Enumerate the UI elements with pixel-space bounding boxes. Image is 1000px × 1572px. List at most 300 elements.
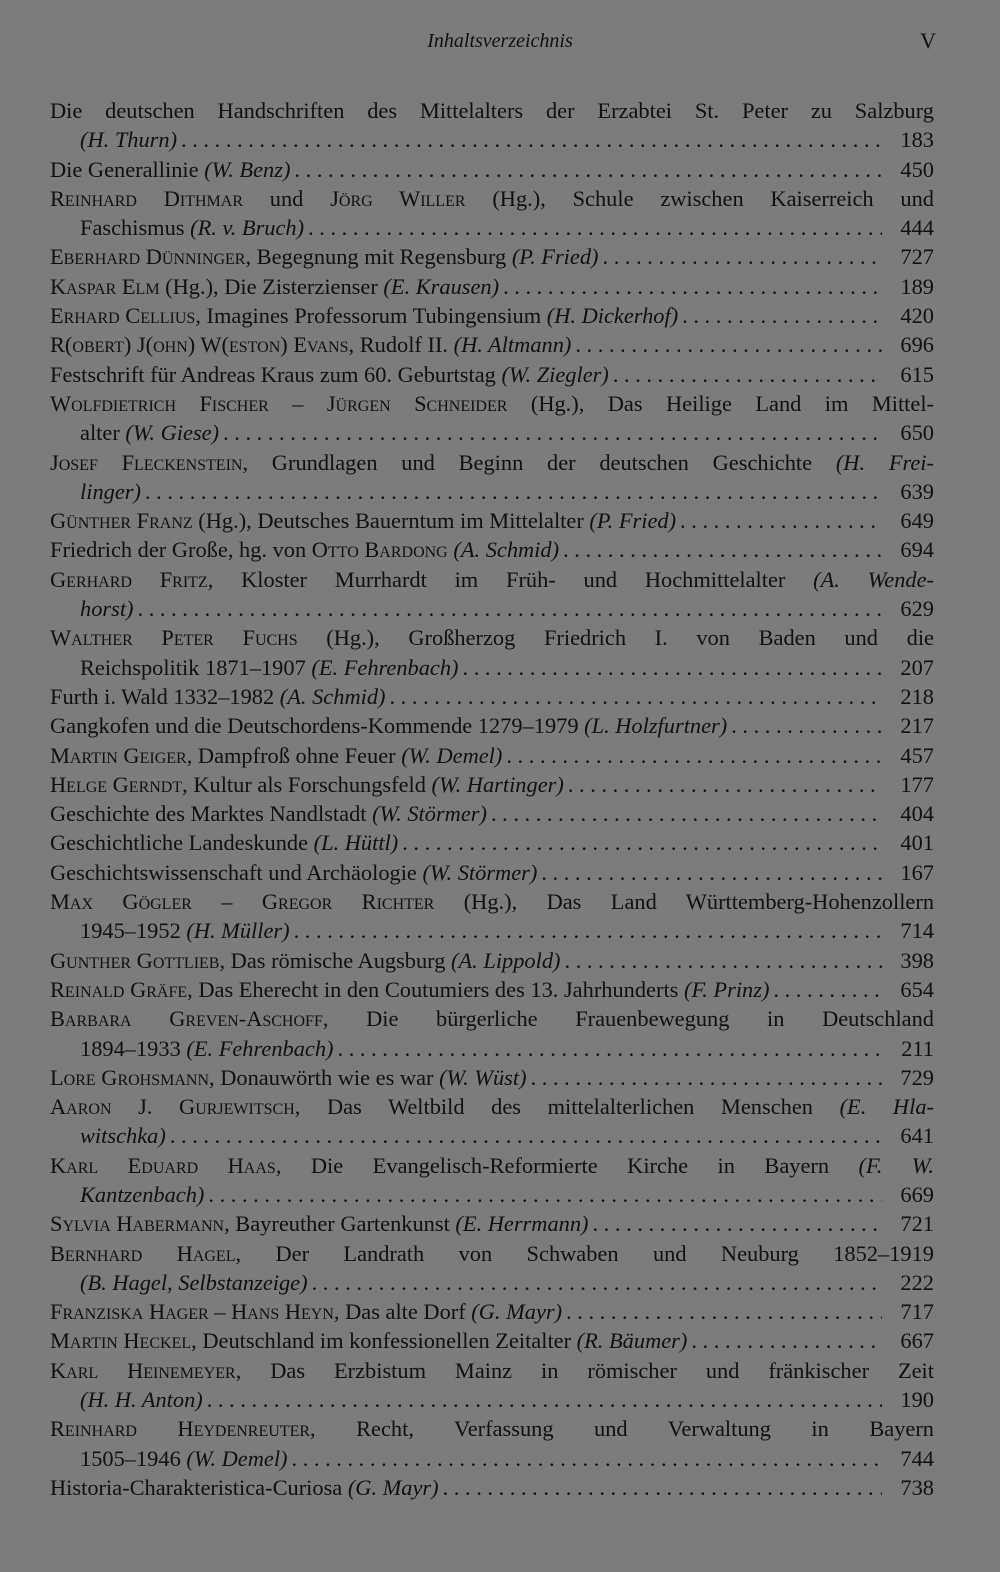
entry-title: [80, 1268, 308, 1297]
toc-entry-line: [50, 1121, 934, 1150]
entry-reviewer: (L. Hüttl): [313, 830, 399, 856]
entry-text: Die Generallinie: [50, 156, 205, 182]
entry-text: (Hg.), Das Land Württemberg-Hohenzollern: [434, 889, 935, 915]
dot-leader: [531, 1063, 882, 1092]
toc-entry-line: [50, 828, 934, 857]
entry-text: , Der Landrath von Schwaben und Neuburg 1852–1919: [235, 1240, 934, 1266]
entry-title: [80, 1121, 166, 1150]
toc-entry: [50, 828, 934, 857]
toc-entry-line: [50, 301, 934, 330]
entry-text: 1945–1952: [80, 918, 187, 944]
entry-page-number: 207: [900, 654, 934, 680]
entry-text: Friedrich der Große, hg. von: [50, 537, 312, 563]
entry-title: [50, 946, 561, 975]
toc-entry-line: [50, 887, 934, 916]
toc-entry-line: [50, 272, 934, 301]
entry-reviewer: (E. Hla-: [839, 1094, 934, 1120]
entry-page-number: 167: [900, 859, 934, 885]
entry-reviewer: (P. Fried): [511, 244, 599, 270]
entry-text: alter: [80, 420, 126, 446]
entry-author: Eberhard Dünninger: [50, 244, 246, 270]
dot-leader: [563, 535, 882, 564]
entry-text: , Kloster Murrhardt im Früh- und Hochmittelalter: [207, 566, 814, 592]
dot-leader: [170, 1121, 882, 1150]
toc-entry: [50, 711, 934, 740]
entry-page-number: 650: [900, 420, 934, 446]
dot-leader: [389, 682, 882, 711]
entry-reviewer: (W. Störmer): [372, 801, 487, 827]
page-header: [0, 28, 1000, 60]
dot-leader: [503, 272, 882, 301]
entry-reviewer: (A. Wende-: [813, 566, 934, 592]
toc-entry-line: [50, 125, 934, 154]
entry-author: Bernhard Hagel: [50, 1240, 236, 1266]
entry-title: [50, 770, 564, 799]
entry-text: Faschismus: [80, 215, 191, 241]
entry-title: [80, 594, 134, 623]
entry-page-number: 654: [900, 976, 934, 1002]
entry-text: (Hg.), Deutsches Bauerntum im Mittelalter: [192, 508, 590, 534]
entry-reviewer: (W. Wüst): [439, 1064, 527, 1090]
entry-reviewer: (L. Holzfurtner): [584, 713, 728, 739]
toc-entry: [50, 770, 934, 799]
entry-reviewer: (R. Bäumer): [576, 1328, 688, 1354]
entry-author: R(obert) J(ohn) W(eston) Evans: [50, 332, 349, 358]
toc-entry-line: [50, 1239, 934, 1268]
dot-leader: [565, 946, 883, 975]
toc-entry: [50, 155, 934, 184]
entry-author: Martin Heckel: [50, 1328, 192, 1354]
entry-reviewer: (A. Schmid): [279, 683, 386, 709]
toc-entry-line: [50, 360, 934, 389]
toc-entry: [50, 272, 934, 301]
entry-title: [50, 330, 571, 359]
toc-entry: [50, 1063, 934, 1092]
toc-entry: [50, 1356, 934, 1415]
entry-title: [50, 682, 385, 711]
entry-title: [50, 1209, 588, 1238]
entry-author: Gunther Gottlieb: [50, 947, 220, 973]
dot-leader: [294, 155, 882, 184]
entry-reviewer: (E. Krausen): [383, 273, 500, 299]
entry-page-number: 404: [900, 801, 934, 827]
entry-page-number: 714: [900, 918, 934, 944]
toc-entry-line: [50, 506, 934, 535]
entry-page-number: 420: [900, 303, 934, 329]
toc-entry-line: [50, 565, 934, 594]
dot-leader: [138, 594, 883, 623]
dot-leader: [223, 418, 882, 447]
entry-reviewer: (W. Ziegler): [501, 361, 609, 387]
dot-leader: [506, 741, 882, 770]
entry-page-number: 398: [900, 947, 934, 973]
entry-reviewer: (W. Giese): [125, 420, 220, 446]
entry-text: (Hg.), Das Heilige Land im Mittel-: [507, 390, 935, 416]
entry-reviewer: (R. v. Bruch): [190, 215, 305, 241]
toc-entry-line: [50, 477, 934, 506]
entry-page-number: 721: [900, 1211, 934, 1237]
dot-leader: [491, 799, 882, 828]
toc-entry-line: [50, 1268, 934, 1297]
entry-page-number: 641: [900, 1123, 934, 1149]
toc-entry: [50, 1239, 934, 1298]
dot-leader: [208, 1180, 882, 1209]
entry-author: Karl Eduard Haas: [50, 1152, 276, 1178]
entry-author: Max Gögler: [50, 889, 192, 915]
entry-title: [50, 535, 559, 564]
entry-page-number: 444: [900, 215, 934, 241]
toc-entry: [50, 448, 934, 507]
entry-text: –: [191, 889, 262, 915]
toc-entry: [50, 389, 934, 448]
toc-entry-line: [50, 1414, 934, 1443]
toc-entry: [50, 887, 934, 946]
toc-entry-line: [50, 1034, 934, 1063]
entry-text: , Das Weltbild des mittelalterlichen Menschen: [294, 1094, 840, 1120]
entry-title: [50, 741, 502, 770]
toc-entry: [50, 1473, 934, 1502]
toc-entry-line: [50, 1004, 934, 1033]
entry-reviewer: (W. Benz): [204, 156, 291, 182]
entry-page-number: 217: [900, 713, 934, 739]
entry-page-number: 639: [900, 478, 934, 504]
toc-entry: [50, 799, 934, 828]
entry-reviewer: (F. Prinz): [683, 976, 770, 1002]
entry-title: [50, 506, 676, 535]
dot-leader: [292, 1444, 883, 1473]
entry-text: Geschichte des Marktes Nandlstadt: [50, 801, 373, 827]
toc-entry-line: [50, 741, 934, 770]
entry-page-number: 669: [900, 1181, 934, 1207]
toc-entry-line: [50, 535, 934, 564]
entry-author: Erhard Cellius: [50, 303, 196, 329]
entry-page-number: 183: [900, 127, 934, 153]
entry-text: Furth i. Wald 1332–1982: [50, 683, 280, 709]
dot-leader: [308, 213, 882, 242]
entry-page-number: 729: [900, 1064, 934, 1090]
entry-text: , Dampfroß ohne Feuer: [186, 742, 402, 768]
entry-reviewer: (W. Hartinger): [431, 771, 564, 797]
entry-reviewer: (H. Altmann): [453, 332, 572, 358]
toc-entry-line: [50, 975, 934, 1004]
dot-leader: [682, 301, 882, 330]
toc-entry: [50, 506, 934, 535]
entry-text: , Recht, Verfassung und Verwaltung in Bayern: [310, 1416, 934, 1442]
entry-reviewer: (P. Fried): [589, 508, 677, 534]
entry-reviewer: Kantzenbach): [80, 1181, 205, 1207]
entry-author: Helge Gerndt: [50, 771, 183, 797]
dot-leader: [603, 242, 883, 271]
toc-entry-line: [50, 418, 934, 447]
entry-text: , Rudolf II.: [348, 332, 454, 358]
entry-title: [80, 477, 141, 506]
toc-entry-line: [50, 330, 934, 359]
dot-leader: [463, 653, 882, 682]
dot-leader: [541, 858, 882, 887]
entry-text: Historia-Charakteristica-Curiosa: [50, 1474, 348, 1500]
entry-reviewer: (G. Mayr): [347, 1474, 439, 1500]
table-of-contents: [50, 96, 934, 1502]
dot-leader: [691, 1326, 882, 1355]
entry-title: [50, 1297, 562, 1326]
toc-entry-line: [50, 1356, 934, 1385]
entry-author: Reinald Gräfe: [50, 976, 188, 1002]
toc-entry-line: [50, 594, 934, 623]
entry-text: , Grundlagen und Beginn der deutschen Geschichte: [242, 449, 836, 475]
entry-reviewer: (W. Demel): [401, 742, 503, 768]
entry-title: [50, 242, 599, 271]
entry-title: [50, 272, 499, 301]
toc-entry: [50, 1151, 934, 1210]
entry-reviewer: (W. Demel): [186, 1445, 288, 1471]
entry-reviewer: witschka): [80, 1123, 166, 1149]
dot-leader: [575, 330, 882, 359]
toc-entry: [50, 741, 934, 770]
entry-author: Aaron J. Gurjewitsch: [50, 1094, 295, 1120]
toc-entry: [50, 184, 934, 243]
dot-leader: [568, 770, 882, 799]
entry-author: Gerhard Fritz: [50, 566, 208, 592]
entry-page-number: 218: [900, 683, 934, 709]
entry-text: und: [243, 185, 331, 211]
entry-reviewer: (H. Frei-: [835, 449, 934, 475]
toc-entry-line: [50, 389, 934, 418]
toc-entry: [50, 330, 934, 359]
entry-text: , Das römische Augsburg: [219, 947, 452, 973]
dot-leader: [338, 1034, 883, 1063]
entry-author: Wolfdietrich Fischer: [50, 390, 269, 416]
toc-entry-line: [50, 1444, 934, 1473]
entry-page-number: 717: [900, 1299, 934, 1325]
entry-page-number: 615: [900, 361, 934, 387]
toc-entry-line: [50, 1473, 934, 1502]
entry-text: 1505–1946: [80, 1445, 187, 1471]
toc-entry-line: [50, 184, 934, 213]
toc-entry: [50, 975, 934, 1004]
dot-leader: [592, 1209, 882, 1238]
toc-entry: [50, 242, 934, 271]
entry-text: Die deutschen Handschriften des Mittelalters der Erzabtei St. Peter zu Salzburg: [50, 98, 934, 123]
entry-title: [50, 711, 727, 740]
entry-author: Walther Peter Fuchs: [50, 625, 298, 651]
entry-title: [50, 1326, 687, 1355]
toc-entry: [50, 301, 934, 330]
toc-entry: [50, 946, 934, 975]
entry-title: [80, 213, 304, 242]
entry-author: Karl Heinemeyer: [50, 1357, 236, 1383]
dot-leader: [773, 975, 882, 1004]
dot-leader: [145, 477, 882, 506]
entry-title: [50, 975, 769, 1004]
dot-leader: [294, 916, 882, 945]
entry-author: Franziska Hager: [50, 1299, 209, 1325]
entry-text: , Die Evangelisch-Reformierte Kirche in Bayern: [275, 1152, 859, 1178]
toc-entry-line: [50, 1063, 934, 1092]
entry-title: [50, 1473, 439, 1502]
entry-title: [80, 1444, 288, 1473]
entry-reviewer: horst): [80, 596, 134, 622]
entry-reviewer: (E. Fehrenbach): [186, 1035, 334, 1061]
entry-author: Gregor Richter: [261, 889, 435, 915]
entry-text: , Das Eherecht in den Coutumiers des 13. Jahrhunderts: [187, 976, 684, 1002]
toc-entry-line: [50, 1326, 934, 1355]
toc-entry: [50, 565, 934, 624]
entry-page-number: 649: [900, 508, 934, 534]
toc-entry-line: [50, 155, 934, 184]
toc-entry-line: [50, 448, 934, 477]
entry-page-number: 222: [900, 1269, 934, 1295]
entry-text: , Imagines Professorum Tubingensium: [195, 303, 547, 329]
entry-title: [80, 653, 459, 682]
toc-entry-line: [50, 799, 934, 828]
entry-author: Günther Franz: [50, 508, 193, 534]
dot-leader: [680, 506, 882, 535]
toc-entry-line: [50, 946, 934, 975]
entry-author: Reinhard Heydenreuter: [50, 1416, 311, 1442]
toc-entry-line: [50, 242, 934, 271]
entry-author: Sylvia Habermann: [50, 1211, 225, 1237]
entry-page-number: 696: [900, 332, 934, 358]
toc-entry: [50, 96, 934, 155]
toc-entry: [50, 1326, 934, 1355]
running-title: Inhaltsverzeichnis: [427, 30, 573, 52]
entry-title: [50, 799, 487, 828]
entry-reviewer: (H. Müller): [186, 918, 290, 944]
entry-author: Jürgen Schneider: [326, 390, 508, 416]
entry-title: [80, 1034, 334, 1063]
entry-page-number: 190: [900, 1387, 934, 1413]
entry-author: Kaspar Elm: [50, 273, 160, 299]
entry-title: [50, 828, 398, 857]
toc-entry-line: [50, 623, 934, 652]
entry-page-number: 450: [900, 156, 934, 182]
entry-page-number: 727: [900, 244, 934, 270]
toc-entry-line: [50, 858, 934, 887]
entry-text: , Kultur als Forschungsfeld: [182, 771, 432, 797]
toc-entry: [50, 535, 934, 564]
toc-entry-line: [50, 1385, 934, 1414]
toc-entry: [50, 1092, 934, 1151]
entry-title: [80, 125, 177, 154]
entry-title: [50, 1063, 527, 1092]
entry-text: 1894–1933: [80, 1035, 187, 1061]
entry-title: [80, 418, 219, 447]
entry-author: Otto Bardong: [311, 537, 448, 563]
entry-page-number: 744: [900, 1445, 934, 1471]
entry-text: (Hg.), Schule zwischen Kaiserreich und: [465, 185, 934, 211]
entry-reviewer: (E. Herrmann): [455, 1211, 589, 1237]
entry-author: Lore Grohsmann: [50, 1064, 210, 1090]
entry-title: [50, 360, 609, 389]
entry-text: , Deutschland im konfessionellen Zeitalter: [191, 1328, 577, 1354]
toc-entry: [50, 1004, 934, 1063]
entry-reviewer: (H. Dickerhof): [546, 303, 679, 329]
entry-text: , Begegnung mit Regensburg: [245, 244, 512, 270]
toc-entry-line: [50, 916, 934, 945]
toc-entry-line: [50, 770, 934, 799]
entry-text: Geschichtliche Landeskunde: [50, 830, 314, 856]
toc-entry: [50, 858, 934, 887]
toc-entry: [50, 1297, 934, 1326]
entry-text: –: [208, 1299, 232, 1325]
toc-entry: [50, 682, 934, 711]
entry-reviewer: linger): [80, 478, 141, 504]
entry-reviewer: (B. Hagel, Selbstanzeige): [80, 1269, 308, 1295]
entry-page-number: 667: [900, 1328, 934, 1354]
entry-reviewer: (H. H. Anton): [80, 1387, 203, 1413]
entry-text: (Hg.), Die Zisterzienser: [159, 273, 384, 299]
dot-leader: [312, 1268, 882, 1297]
entry-page-number: 177: [900, 771, 934, 797]
dot-leader: [443, 1473, 882, 1502]
entry-text: –: [268, 390, 327, 416]
entry-reviewer: (F. W.: [858, 1152, 935, 1178]
entry-author: Jörg Willer: [330, 185, 466, 211]
toc-entry-line: [50, 653, 934, 682]
entry-author: Barbara Greven-Aschoff: [50, 1006, 323, 1032]
entry-text: Geschichtswissenschaft und Archäologie: [50, 859, 423, 885]
entry-title: [80, 1385, 203, 1414]
entry-page-number: 738: [900, 1474, 934, 1500]
entry-reviewer: (G. Mayr): [471, 1299, 563, 1325]
entry-title: [50, 155, 290, 184]
entry-author: Reinhard Dithmar: [50, 185, 243, 211]
entry-reviewer: (W. Störmer): [422, 859, 538, 885]
toc-entry-line: [50, 1180, 934, 1209]
entry-text: Festschrift für Andreas Kraus zum 60. Geburtstag: [50, 361, 502, 387]
entry-title: [50, 301, 678, 330]
entry-text: , Das alte Dorf: [333, 1299, 472, 1325]
entry-reviewer: (A. Lippold): [451, 947, 561, 973]
toc-entry: [50, 623, 934, 682]
dot-leader: [181, 125, 882, 154]
entry-reviewer: (A. Schmid): [453, 537, 560, 563]
toc-entry: [50, 1209, 934, 1238]
dot-leader: [402, 828, 882, 857]
entry-text: Reichspolitik 1871–1907: [80, 654, 312, 680]
entry-text: , Bayreuther Gartenkunst: [224, 1211, 456, 1237]
toc-entry-line: [50, 1092, 934, 1121]
toc-entry-line: [50, 711, 934, 740]
toc-entry-line: [50, 1297, 934, 1326]
entry-author: Martin Geiger: [50, 742, 187, 768]
toc-entry-line: [50, 96, 934, 125]
toc-entry-line: [50, 1209, 934, 1238]
entry-author: Hans Heyn: [231, 1299, 334, 1325]
entry-reviewer: (H. Thurn): [80, 127, 178, 153]
dot-leader: [207, 1385, 882, 1414]
entry-title: [80, 1180, 204, 1209]
dot-leader: [731, 711, 882, 740]
toc-entry-line: [50, 213, 934, 242]
entry-page-number: 694: [900, 537, 934, 563]
entry-title: [80, 916, 290, 945]
toc-entry: [50, 1414, 934, 1473]
entry-page-number: 189: [900, 273, 934, 299]
toc-entry-line: [50, 682, 934, 711]
entry-page-number: 211: [901, 1035, 934, 1061]
entry-text: , Das Erzbistum Mainz in römischer und fränkischer Zeit: [235, 1357, 934, 1383]
entry-text: , Die bürgerliche Frauenbewegung in Deutschland: [322, 1006, 934, 1032]
entry-page-number: 629: [900, 596, 934, 622]
entry-reviewer: (E. Fehrenbach): [311, 654, 459, 680]
entry-title: [50, 858, 537, 887]
entry-page-number: 457: [900, 742, 934, 768]
dot-leader: [566, 1297, 882, 1326]
entry-text: (Hg.), Großherzog Friedrich I. von Baden und die: [297, 625, 934, 651]
toc-entry: [50, 360, 934, 389]
entry-author: Josef Fleckenstein: [50, 449, 243, 475]
